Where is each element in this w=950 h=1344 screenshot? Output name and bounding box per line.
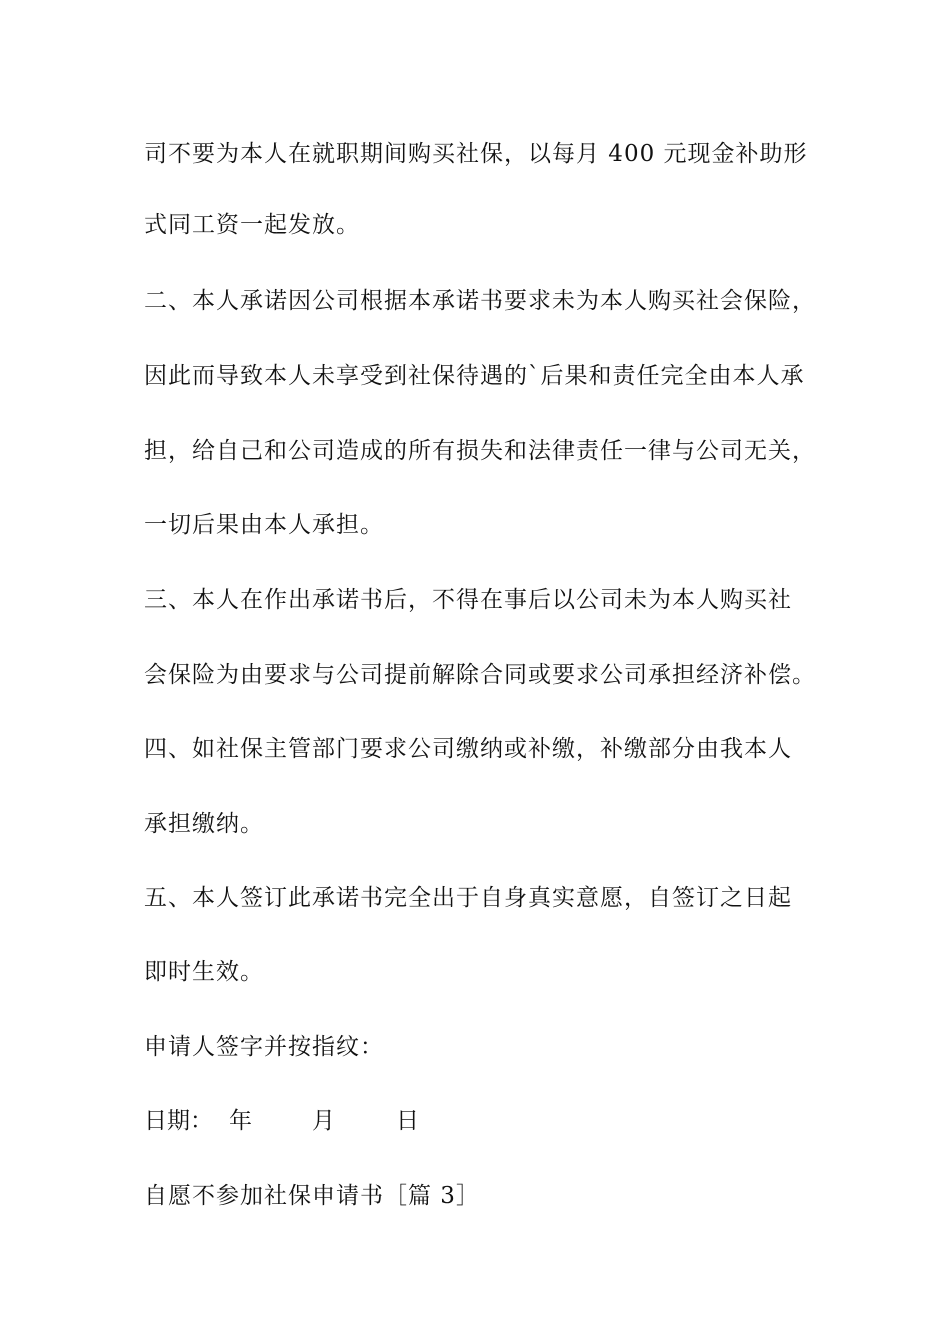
paragraph-line: 一切后果由本人承担。 <box>144 512 384 538</box>
paragraph-line: 三、本人在作出承诺书后，不得在事后以公司未为本人购买社 <box>144 587 792 613</box>
paragraph-line: 司不要为本人在就职期间购买社保，以每月 400 元现金补助形 <box>144 141 808 167</box>
paragraph-line: 四、如社保主管部门要求公司缴纳或补缴，补缴部分由我本人 <box>144 736 792 762</box>
signature-label: 申请人签字并按指纹： <box>144 1034 384 1060</box>
date-day: 日 <box>396 1108 419 1134</box>
paragraph-line: 会保险为由要求与公司提前解除合同或要求公司承担经济补偿。 <box>144 662 816 688</box>
paragraph-line: 承担缴纳。 <box>144 811 264 837</box>
date-year: 年 <box>229 1108 252 1134</box>
paragraph-line: 即时生效。 <box>144 959 264 985</box>
paragraph-line: 五、本人签订此承诺书完全出于自身真实意愿，自签订之日起 <box>144 885 792 911</box>
paragraph-line: 担，给自己和公司造成的所有损失和法律责任一律与公司无关， <box>144 438 816 464</box>
section-title: 自愿不参加社保申请书［篇 3］ <box>144 1183 480 1209</box>
paragraph-line: 式同工资一起发放。 <box>144 212 360 238</box>
date-month: 月 <box>312 1108 335 1134</box>
paragraph-line: 因此而导致本人未享受到社保待遇的`后果和责任完全由本人承 <box>144 363 805 389</box>
paragraph-line: 二、本人承诺因公司根据本承诺书要求未为本人购买社会保险， <box>144 288 816 314</box>
date-label: 日期： <box>144 1108 213 1134</box>
